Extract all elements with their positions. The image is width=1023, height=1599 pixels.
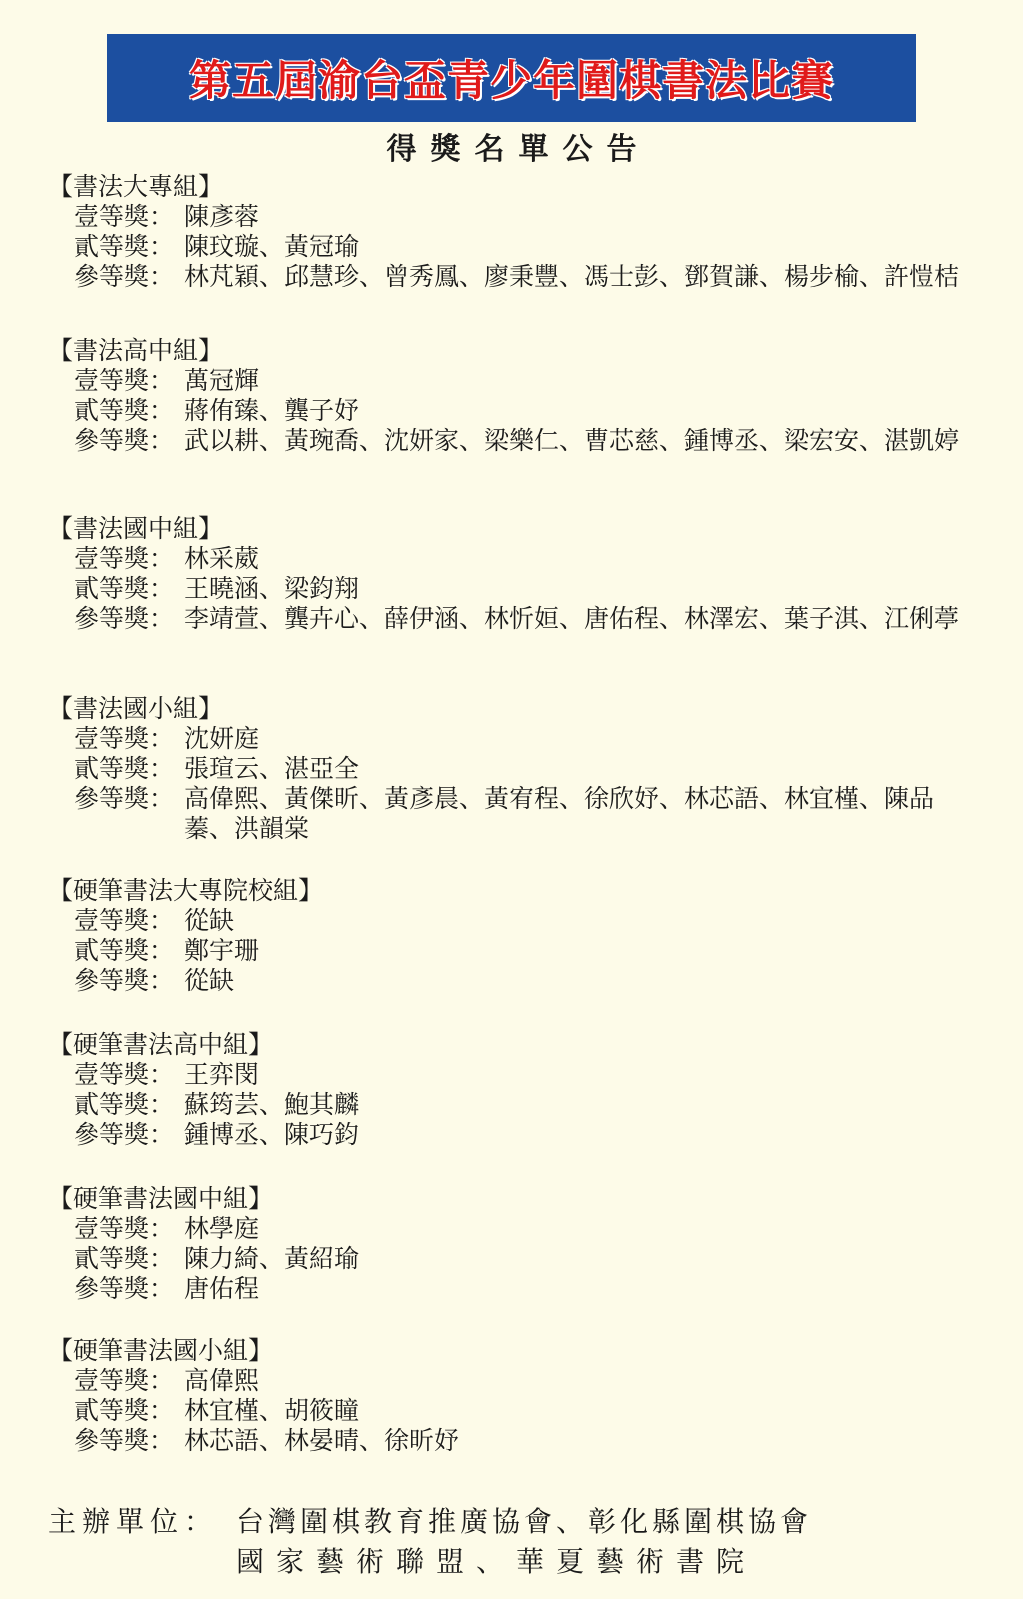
award-row-third	[74, 966, 988, 996]
award-names: 林采葳	[184, 544, 260, 573]
award-label: 壹等獎：	[74, 1366, 175, 1395]
award-names: 王曉涵、梁鈞翔	[184, 574, 360, 603]
award-label: 參等獎：	[74, 784, 175, 813]
organizers-indent	[48, 1542, 236, 1582]
award-label: 貳等獎：	[74, 754, 175, 783]
section-title: 【書法大專組】	[48, 172, 224, 201]
award-row-third	[74, 604, 988, 634]
organizers-line-1: 台灣圍棋教育推廣協會、彰化縣圍棋協會	[236, 1505, 813, 1538]
award-row-second	[74, 1396, 988, 1426]
section-calligraphy-high-school	[48, 336, 988, 456]
award-row-first	[74, 1214, 988, 1244]
section-pen-elementary	[48, 1336, 988, 1456]
section-calligraphy-college	[48, 172, 988, 292]
award-label: 壹等獎：	[74, 724, 175, 753]
award-names: 陳玟璇、黃冠瑜	[184, 232, 360, 261]
award-row-first	[74, 544, 988, 574]
award-label: 參等獎：	[74, 1274, 175, 1303]
section-calligraphy-elementary	[48, 694, 988, 844]
award-label: 貳等獎：	[74, 1090, 175, 1119]
award-names: 高偉熙、黃傑昕、黃彥晨、黃宥程、徐欣妤、林芯語、林宜槿、陳品蓁、洪韻棠	[184, 784, 935, 843]
award-label: 壹等獎：	[74, 202, 175, 231]
section-title: 【書法高中組】	[48, 336, 224, 365]
award-names: 林宜槿、胡筱瞳	[184, 1396, 360, 1425]
award-row-first	[74, 906, 988, 936]
award-label: 參等獎：	[74, 604, 175, 633]
award-label: 貳等獎：	[74, 1396, 175, 1425]
award-row-second	[74, 754, 988, 784]
award-row-second	[74, 232, 988, 262]
award-names: 李靖萱、龔卉心、薛伊涵、林忻姮、唐佑程、林澤宏、葉子淇、江俐葶	[184, 604, 960, 633]
award-row-second	[74, 1090, 988, 1120]
award-label: 貳等獎：	[74, 574, 175, 603]
section-pen-high-school	[48, 1030, 988, 1150]
section-title: 【硬筆書法高中組】	[48, 1030, 274, 1059]
section-pen-college	[48, 876, 988, 996]
award-row-first	[74, 366, 988, 396]
award-names: 高偉熙	[184, 1366, 260, 1395]
award-label: 貳等獎：	[74, 396, 175, 425]
section-title: 【硬筆書法國小組】	[48, 1336, 274, 1365]
award-label: 參等獎：	[74, 1426, 175, 1455]
award-row-first	[74, 724, 988, 754]
award-row-second	[74, 396, 988, 426]
announcement-subtitle: 得獎名單公告	[386, 132, 651, 167]
section-title: 【書法國中組】	[48, 514, 224, 543]
section-calligraphy-junior-high	[48, 514, 988, 634]
award-label: 貳等獎：	[74, 1244, 175, 1273]
award-names: 沈妍庭	[184, 724, 260, 753]
award-names: 從缺	[184, 906, 235, 935]
award-names: 林學庭	[184, 1214, 260, 1243]
award-names: 陳力綺、黃紹瑜	[184, 1244, 360, 1273]
award-names: 鄭宇珊	[184, 936, 260, 965]
section-pen-junior-high	[48, 1184, 988, 1304]
award-row-third	[74, 1120, 988, 1150]
award-names: 林芯語、林晏晴、徐昕妤	[184, 1426, 460, 1455]
award-label: 壹等獎：	[74, 1060, 175, 1089]
award-label: 參等獎：	[74, 262, 175, 291]
award-label: 貳等獎：	[74, 232, 175, 261]
award-row-first	[74, 1366, 988, 1396]
award-row-third	[74, 784, 988, 844]
award-names: 王弈閔	[184, 1060, 260, 1089]
award-row-second	[74, 936, 988, 966]
award-names: 張瑄云、湛亞全	[184, 754, 360, 783]
title-banner	[107, 34, 916, 122]
organizers-row-2	[48, 1542, 1008, 1582]
competition-title: 第五屆渝台盃青少年圍棋書法比賽	[188, 56, 834, 105]
award-names: 從缺	[184, 966, 235, 995]
award-row-third	[74, 1426, 988, 1456]
award-names: 蔣侑臻、龔子妤	[184, 396, 360, 425]
award-names: 蘇筠芸、鮑其麟	[184, 1090, 360, 1119]
section-title: 【硬筆書法國中組】	[48, 1184, 274, 1213]
award-label: 貳等獎：	[74, 936, 175, 965]
award-row-third	[74, 1274, 988, 1304]
organizers-footer	[48, 1502, 1008, 1582]
award-names: 唐佑程	[184, 1274, 260, 1303]
section-title: 【硬筆書法大專院校組】	[48, 876, 324, 905]
award-row-third	[74, 426, 988, 456]
award-label: 參等獎：	[74, 1120, 175, 1149]
organizers-row-1	[48, 1502, 1008, 1542]
section-title: 【書法國小組】	[48, 694, 224, 723]
award-label: 壹等獎：	[74, 366, 175, 395]
award-label: 參等獎：	[74, 426, 175, 455]
award-row-first	[74, 1060, 988, 1090]
award-names: 鍾博丞、陳巧鈞	[184, 1120, 360, 1149]
award-row-third	[74, 262, 988, 292]
award-row-first	[74, 202, 988, 232]
organizers-label: 主辦單位：	[48, 1505, 219, 1538]
award-names: 武以耕、黃琬喬、沈妍家、梁樂仁、曹芯慈、鍾博丞、梁宏安、湛凱婷	[184, 426, 960, 455]
award-names: 陳彥蓉	[184, 202, 260, 231]
award-label: 壹等獎：	[74, 544, 175, 573]
award-names: 萬冠輝	[184, 366, 260, 395]
award-row-second	[74, 1244, 988, 1274]
award-label: 壹等獎：	[74, 906, 175, 935]
award-names: 林芃穎、邱慧珍、曾秀鳳、廖秉豐、馮士彭、鄧賀謙、楊步榆、許愷桔	[184, 262, 960, 291]
organizers-line-2: 國家藝術聯盟、華夏藝術書院	[236, 1545, 757, 1578]
award-row-second	[74, 574, 988, 604]
award-label: 參等獎：	[74, 966, 175, 995]
award-label: 壹等獎：	[74, 1214, 175, 1243]
